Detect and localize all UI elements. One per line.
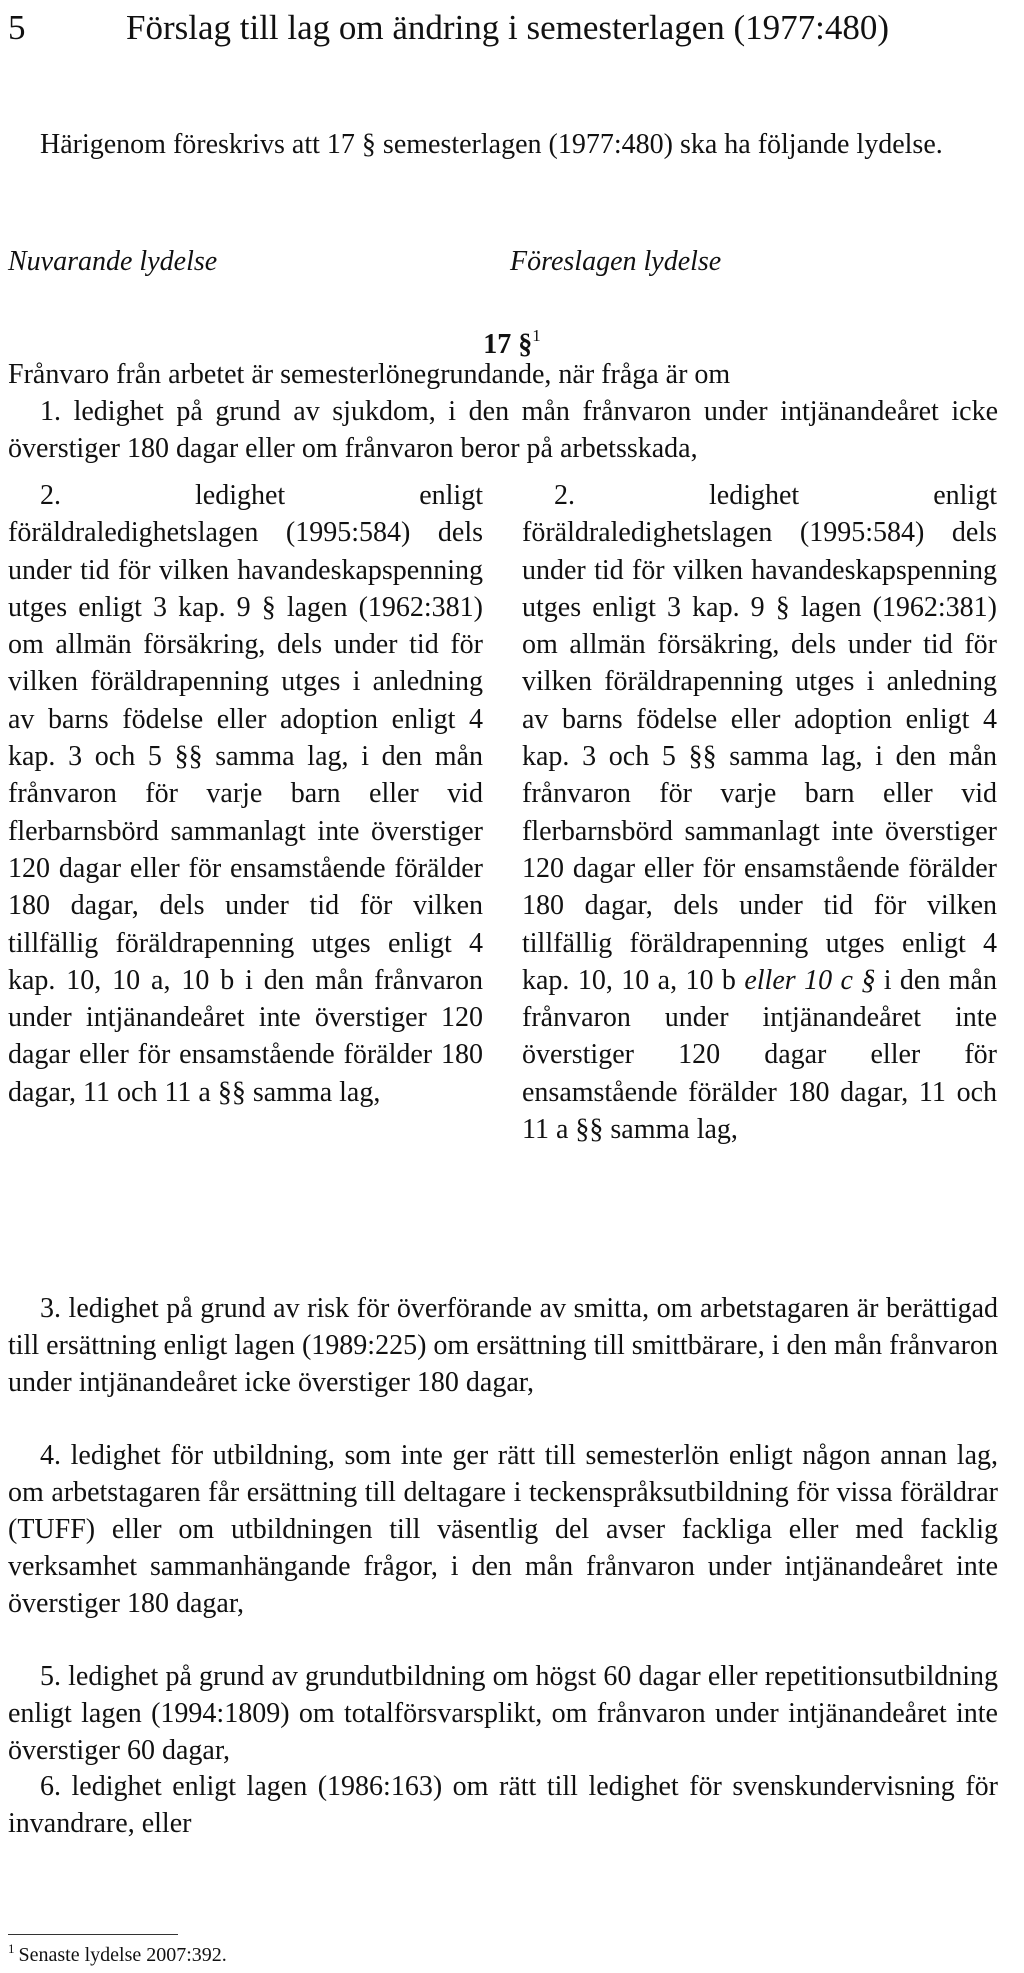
list-item-4: 4. ledighet för utbildning, som inte ger rätt till semesterlön enligt någon annan lag, om arbetstagaren får ersättning till deltagare i teckenspråksutbildning för vissa föräldrar (TUFF) eller om utbildningen till väsentlig del avser fackliga eller med facklig verksamhet sammanhängande frågor, i den mån frånvaron under intjänandeåret inte överstiger 180 dagar, <box>8 1440 998 1619</box>
footnote-text: Senaste lydelse 2007:392. <box>18 1944 227 1966</box>
section-label: 17 § <box>483 329 533 360</box>
section-preamble: Frånvaro från arbetet är semesterlönegrundande, när fråga är om <box>8 359 731 390</box>
footnote-divider <box>8 1934 178 1935</box>
item-2-text-before: 2. ledighet enligt föräldraledighetslagen (1995:584) dels under tid för vilken havandeskapspenning utges enligt 3 kap. 9 § lagen (1962:381) om allmän försäkring, dels under tid för vilken föräldrapenning utges i anledning av barns födelse eller adoption enligt 4 kap. 3 och 5 §§ samma lag, i den mån frånvaron för varje barn eller vid flerbarnsbörd sammanlagt inte överstiger 120 dagar eller för ensamstående förälder 180 dagar, dels under tid för vilken tillfällig föräldrapenning utges enligt 4 kap. 10, 10 a, 10 b <box>522 480 997 996</box>
list-item-2-proposed <box>522 477 997 1148</box>
chapter-number: 5 <box>8 8 26 47</box>
list-item-6: 6. ledighet enligt lagen (1986:163) om rätt till ledighet för svenskundervisning för invandrare, eller <box>8 1771 998 1839</box>
list-item-2-current: 2. ledighet enligt föräldraledighetslagen (1995:584) dels under tid för vilken havandeskapspenning utges enligt 3 kap. 9 § lagen (1962:381) om allmän försäkring, dels under tid för vilken föräldrapenning utges i anledning av barns födelse eller adoption enligt 4 kap. 3 och 5 §§ samma lag, i den mån frånvaron för varje barn eller vid flerbarnsbörd sammanlagt inte överstiger 120 dagar eller för ensamstående förälder 180 dagar, dels under tid för vilken tillfällig föräldrapenning utges enligt 4 kap. 10, 10 a, 10 b i den mån frånvaron under intjänandeåret inte överstiger 120 dagar eller för ensamstående förälder 180 dagar, 11 och 11 a §§ samma lag, <box>8 480 483 1108</box>
current-wording-heading: Nuvarande lydelse <box>8 246 218 277</box>
footnote-number: 1 <box>8 1941 15 1956</box>
intro-paragraph: Härigenom föreskrivs att 17 § semesterlagen (1977:480) ska ha följande lydelse. <box>40 129 943 160</box>
list-item-3: 3. ledighet på grund av risk för överförande av smitta, om arbetstagaren är berättigad till ersättning enligt lagen (1989:225) om ersättning till smittbärare, i den mån frånvaron under intjänandeåret icke överstiger 180 dagar, <box>8 1293 998 1398</box>
list-item-5: 5. ledighet på grund av grundutbildning om högst 60 dagar eller repetitionsutbildning enligt lagen (1994:1809) om totalförsvarsplikt, om frånvaron under intjänandeåret inte överstiger 60 dagar, <box>8 1661 998 1766</box>
item-2-text-after: i den mån frånvaron under intjänandeåret inte överstiger 120 dagar eller för ensamstående förälder 180 dagar, 11 och 11 a §§ samma lag, <box>522 964 997 1146</box>
proposed-wording-heading: Föreslagen lydelse <box>510 246 722 277</box>
chapter-title: Förslag till lag om ändring i semesterlagen (1977:480) <box>126 8 890 47</box>
item-2-inserted-text: eller 10 c § <box>744 964 876 996</box>
footnote <box>8 1936 227 1968</box>
list-item-1: 1. ledighet på grund av sjukdom, i den mån frånvaron under intjänandeåret icke överstiger 180 dagar eller om frånvaron beror på arbetsskada, <box>8 396 998 464</box>
footnote-reference: 1 <box>532 326 541 345</box>
